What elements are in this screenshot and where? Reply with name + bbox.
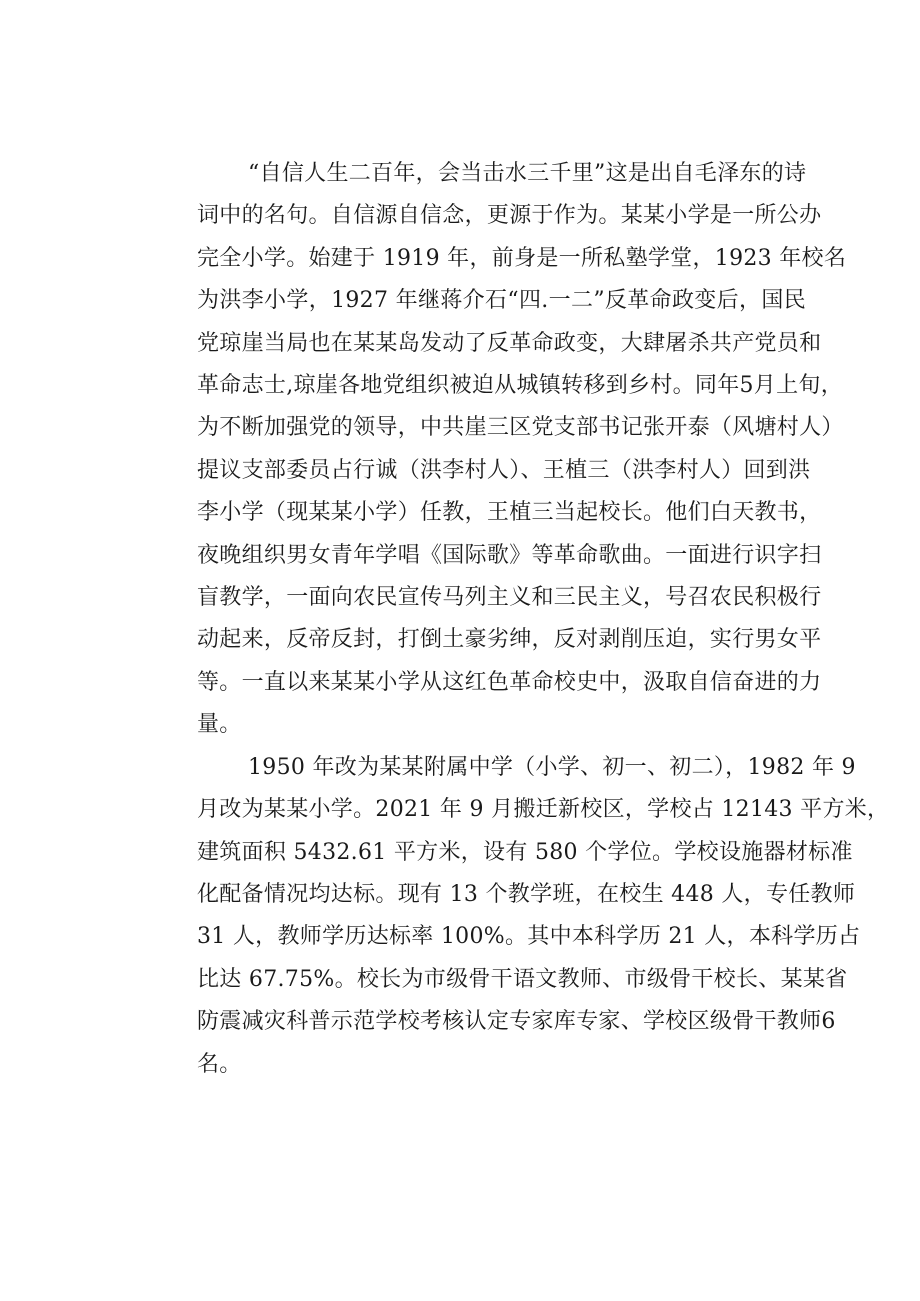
text-line: 提议支部委员占行诚（洪李村人）、王植三（洪李村人）回到洪 — [197, 457, 811, 483]
text-line: 1950 年改为某某附属中学（小学、初一、初二），1982 年 9 — [248, 754, 856, 780]
paragraph-history — [146, 153, 847, 747]
text-line: 动起来，反帝反封，打倒土豪劣绅，反对剥削压迫，实行男女平 — [197, 627, 822, 653]
text-line: “自信人生二百年，会当击水三千里”这是出自毛泽东的诗 — [248, 161, 807, 186]
body-text — [146, 153, 890, 1086]
text-line: 防震减灾科普示范学校考核认定专家库专家、学校区级骨干教师6 — [197, 1009, 836, 1035]
text-line: 建筑面积 5432.61 平方米，设有 580 个学位。学校设施器材标准 — [197, 839, 853, 865]
text-line: 党琼崖当局也在某某岛发动了反革命政变，大肆屠杀共产党员和 — [197, 330, 822, 356]
text-line: 为洪李小学，1927 年继蒋介石“四.一二”反革命政变后，国民 — [197, 288, 806, 314]
text-line: 盲教学，一面向农民宣传马列主义和三民主义，号召农民积极行 — [197, 585, 822, 611]
text-line: 完全小学。始建于 1919 年，前身是一所私塾学堂，1923 年校名 — [197, 245, 847, 271]
text-line: 月改为某某小学。2021 年 9 月搬迁新校区，学校占 12143 平方米， — [197, 797, 890, 823]
text-line: 词中的名句。自信源自信念，更源于作为。某某小学是一所公办 — [197, 203, 822, 229]
text-line: 李小学（现某某小学）任教，王植三当起校长。他们白天教书， — [197, 500, 822, 526]
paragraph-facilities — [146, 747, 890, 1086]
text-line: 为不断加强党的领导，中共崖三区党支部书记张开泰（风塘村人） — [197, 415, 844, 441]
text-line: 等。一直以来某某小学从这红色革命校史中，汲取自信奋进的力 — [197, 669, 822, 695]
text-line: 化配备情况均达标。现有 13 个教学班，在校生 448 人，专任教师 — [197, 881, 856, 907]
text-line: 比达 67.75%。校长为市级骨干语文教师、市级骨干校长、某某省 — [197, 966, 848, 992]
text-line: 革命志士,琼崖各地党组织被迫从城镇转移到乡村。同年5月上旬， — [197, 373, 843, 399]
text-line: 名。 — [197, 1051, 242, 1077]
text-line: 31 人，教师学历达标率 100%。其中本科学历 21 人，本科学历占 — [197, 924, 861, 950]
text-line: 量。 — [197, 712, 242, 738]
text-line: 夜晚组织男女青年学唱《国际歌》等革命歌曲。一面进行识字扫 — [197, 542, 822, 568]
